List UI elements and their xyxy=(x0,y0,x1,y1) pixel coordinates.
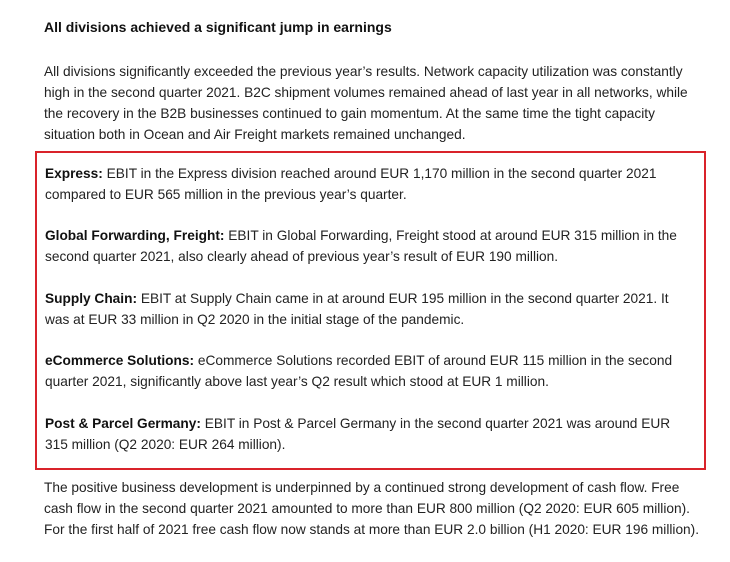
intro-paragraph: All divisions significantly exceeded the previous year’s results. Network capacity utilization was constantly high in the second quarter 2021. B2C shipment volumes remained ahead of last year in all networks, while the recovery in the B2B businesses continued to gain momentum. At the same time the tight capacity situation both in Ocean and Air Freight markets remained unchanged. xyxy=(44,64,688,142)
division-paragraph-supply-chain xyxy=(45,288,695,330)
division-results-highlight-box xyxy=(35,151,706,470)
division-label-ecommerce: eCommerce Solutions: xyxy=(45,353,195,368)
cash-flow-paragraph: The positive business development is underpinned by a continued strong development of cash flow. Free cash flow in the second quarter 2021 amounted to more than EUR 800 million (Q2 2020: EUR 605 million). For the first half of 2021 free cash flow now stands at more than EUR 2.0 billion (H1 2020: EUR 196 million). xyxy=(44,480,700,537)
division-text-post-parcel: EBIT in Post & Parcel Germany in the second quarter 2021 was around EUR 315 million (Q2 2020: EUR 264 million). xyxy=(45,416,671,452)
division-text-ecommerce: eCommerce Solutions recorded EBIT of around EUR 115 million in the second quarter 2021, significantly above last year’s Q2 result which stood at EUR 1 million. xyxy=(45,353,673,389)
division-label-supply-chain: Supply Chain: xyxy=(45,291,138,306)
division-label-express: Express: xyxy=(45,166,103,181)
division-paragraph-ecommerce xyxy=(45,350,695,392)
division-paragraph-express xyxy=(45,163,695,205)
division-text-global-forwarding: EBIT in Global Forwarding, Freight stood at around EUR 315 million in the second quarter 2021, also clearly ahead of previous year’s result of EUR 190 million. xyxy=(45,228,677,264)
division-label-global-forwarding: Global Forwarding, Freight: xyxy=(45,228,225,243)
division-label-post-parcel: Post & Parcel Germany: xyxy=(45,416,201,431)
division-text-express: EBIT in the Express division reached around EUR 1,170 million in the second quarter 2021 compared to EUR 565 million in the previous year’s quarter. xyxy=(45,166,657,202)
section-heading: All divisions achieved a significant jump in earnings xyxy=(44,19,392,35)
division-paragraph-post-parcel xyxy=(45,413,695,455)
division-paragraph-global-forwarding xyxy=(45,225,695,267)
division-text-supply-chain: EBIT at Supply Chain came in at around EUR 195 million in the second quarter 2021. It was at EUR 33 million in Q2 2020 in the initial stage of the pandemic. xyxy=(45,291,669,327)
